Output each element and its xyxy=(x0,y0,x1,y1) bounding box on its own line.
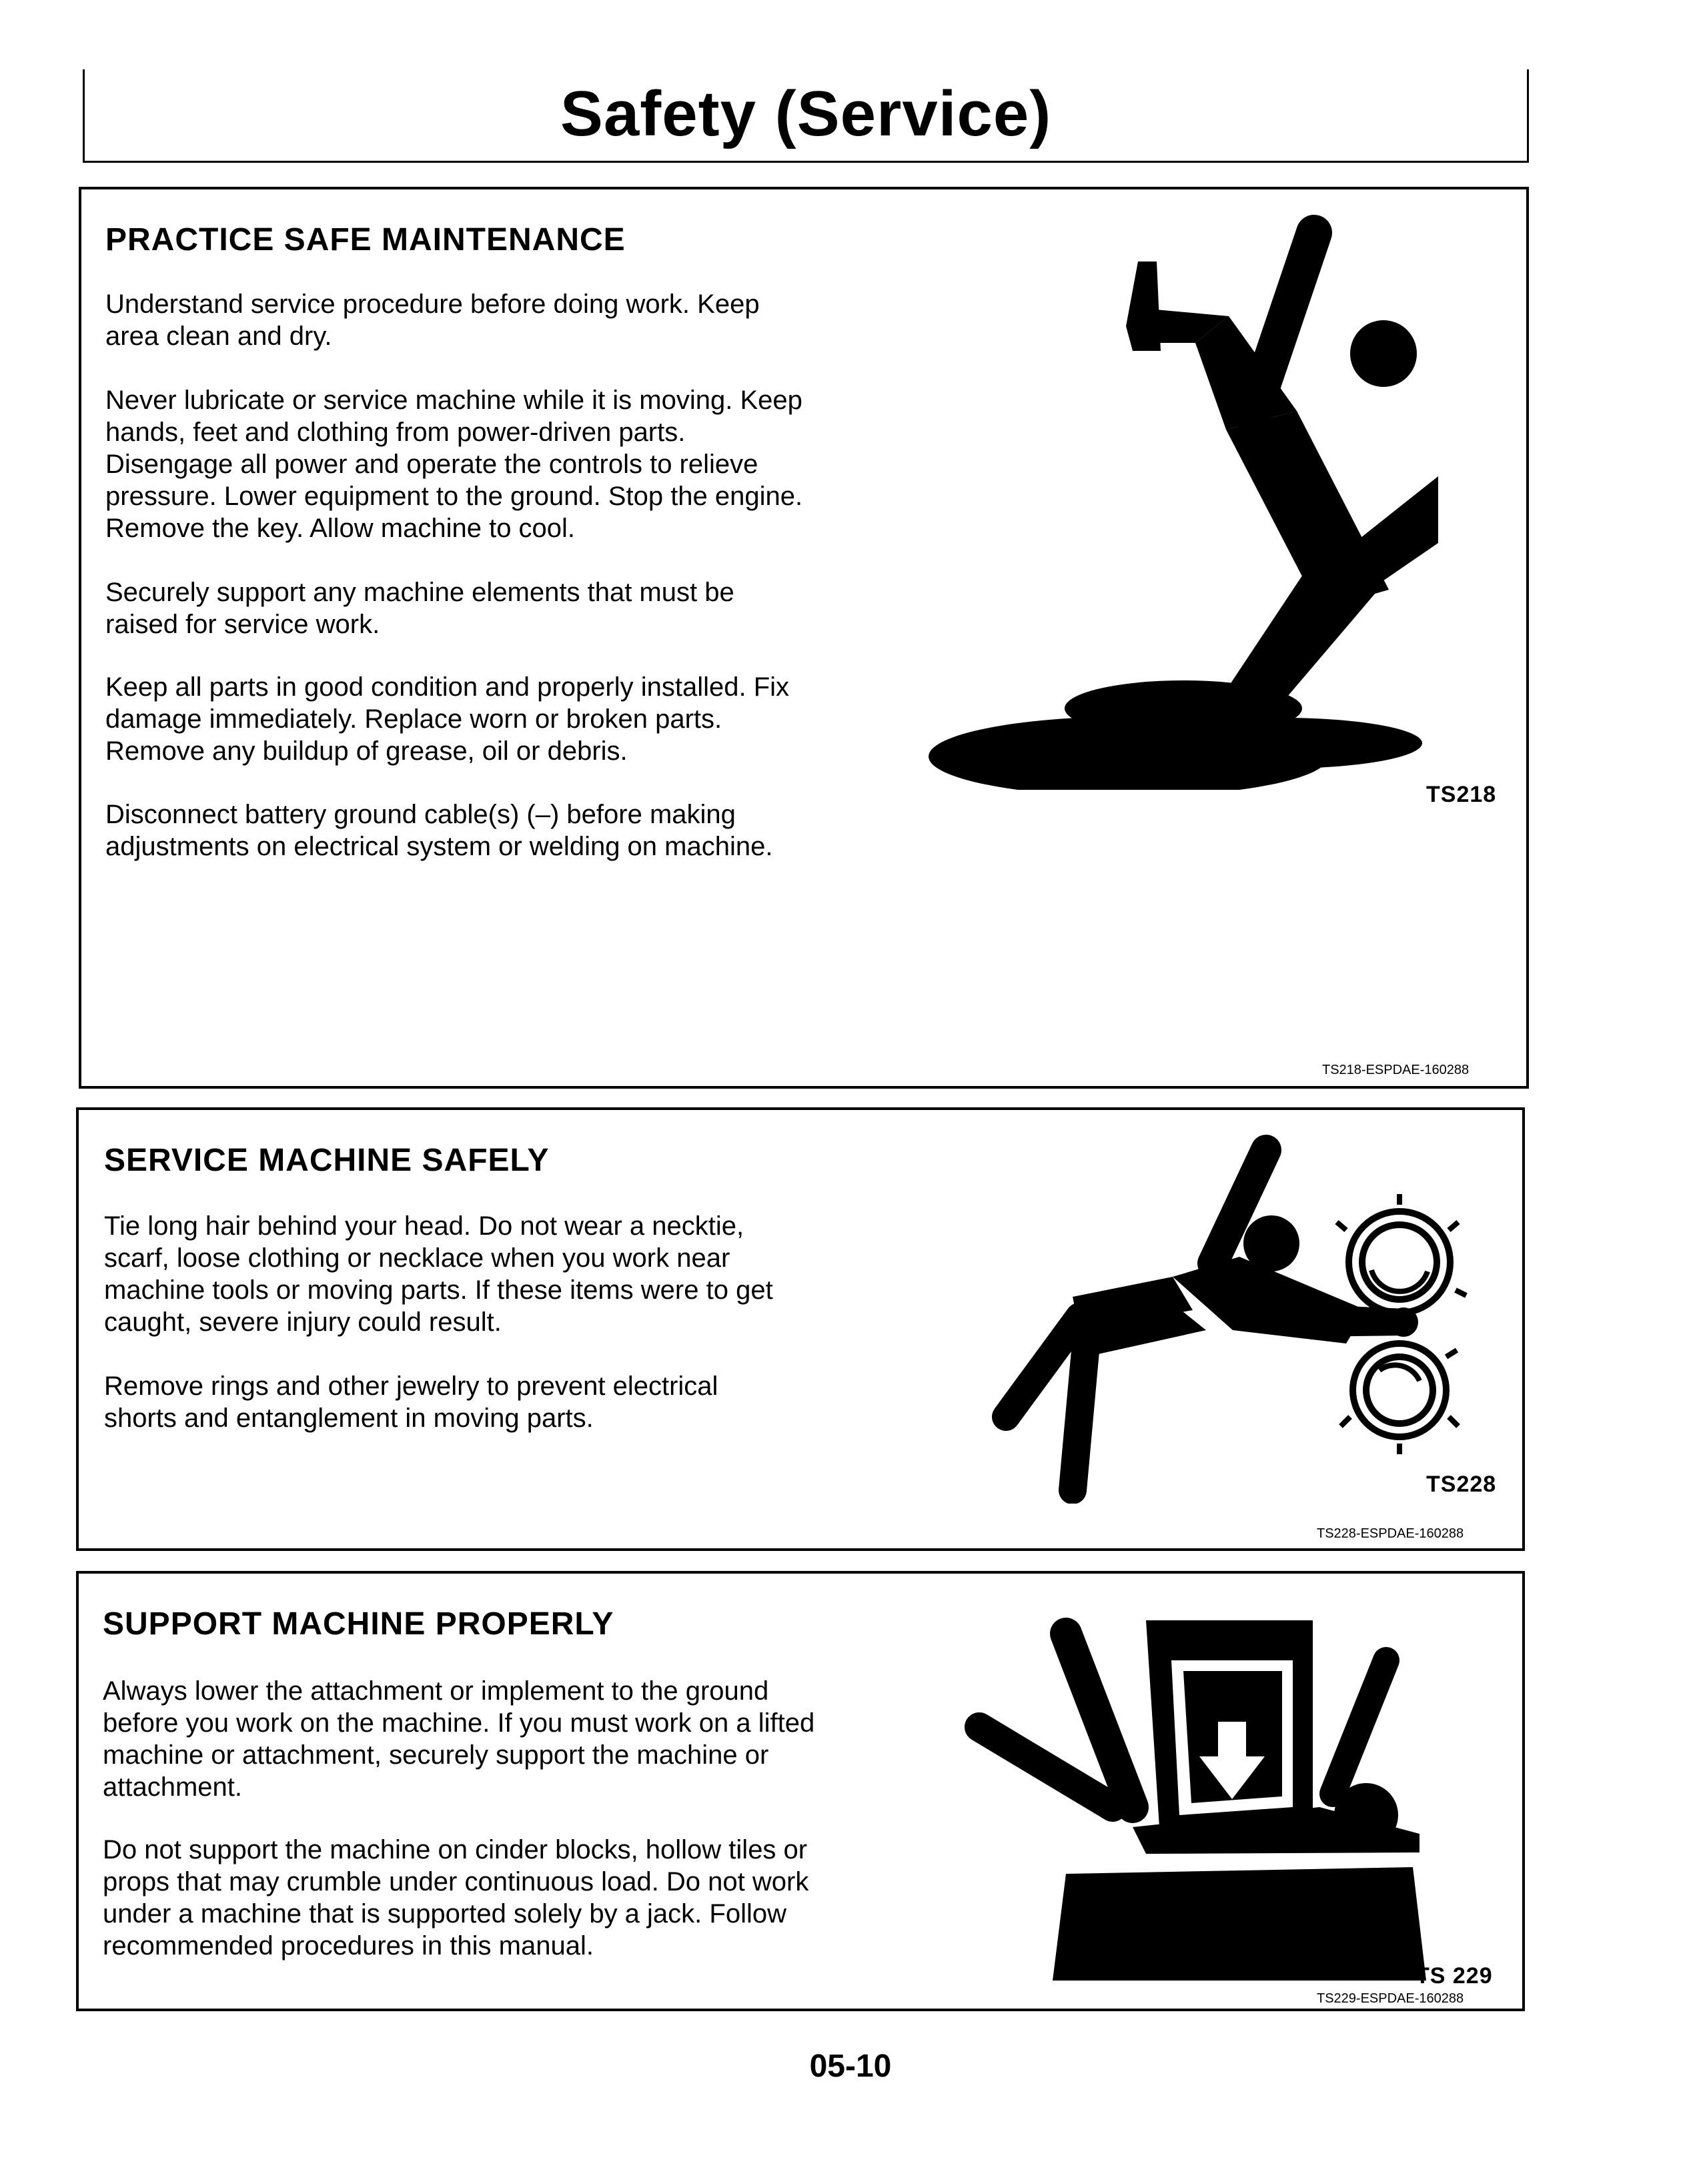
figure-code: TS218 xyxy=(1426,782,1497,807)
paragraph: Securely support any machine elements that must be raised for service work. xyxy=(105,578,734,639)
entanglement-icon xyxy=(953,1130,1486,1504)
section-practice-safe-maintenance xyxy=(79,187,1529,1089)
paragraph: Always lower the attachment or implement to the ground before you work on the machine. If you must work on a lifted machine or attachment, securely support the machine or attachment. xyxy=(103,1676,815,1802)
document-code: TS218-ESPDAE-160288 xyxy=(1322,1063,1470,1077)
figure-code: TS 229 xyxy=(1415,1963,1493,1989)
paragraph: Keep all parts in good condition and properly installed. Fix damage immediately. Replace worn or broken parts. Remove any buildup of grease, oil or debris. xyxy=(105,672,790,766)
document-code: TS228-ESPDAE-160288 xyxy=(1317,1526,1464,1541)
paragraph: Do not support the machine on cinder blocks, hollow tiles or props that may crumble under continuous load. Do not work under a machine that is supported solely by a jack. Follow recommended procedures in this manual. xyxy=(103,1835,809,1961)
section-heading: PRACTICE SAFE MAINTENANCE xyxy=(105,222,626,257)
paragraph: Remove rings and other jewelry to prevent electrical shorts and entanglement in moving parts. xyxy=(104,1372,718,1433)
title-frame xyxy=(83,69,1529,163)
paragraph: Never lubricate or service machine while it is moving. Keep hands, feet and clothing from power-driven parts. Disengage all power and operate the controls to relieve pressure. Lower equipment to the ground. Stop the engine. Remove the key. Allow machine to cool. xyxy=(105,386,803,543)
slip-fall-icon xyxy=(909,203,1442,790)
section-heading: SUPPORT MACHINE PROPERLY xyxy=(103,1606,614,1642)
crush-hazard-icon xyxy=(959,1607,1493,1981)
page-title: Safety (Service) xyxy=(560,78,1052,149)
paragraph: Disconnect battery ground cable(s) (–) before making adjustments on electrical system or welding on machine. xyxy=(105,800,773,861)
section-heading: SERVICE MACHINE SAFELY xyxy=(104,1143,550,1178)
section-support-machine-properly xyxy=(76,1571,1525,2011)
document-code: TS229-ESPDAE-160288 xyxy=(1317,1991,1464,2006)
figure-code: TS228 xyxy=(1426,1472,1497,1497)
paragraph: Tie long hair behind your head. Do not wear a necktie, scarf, loose clothing or necklace when you work near machine tools or moving parts. If these items were to get caught, severe injury could result. xyxy=(104,1211,773,1337)
section-service-machine-safely xyxy=(76,1107,1525,1551)
page-number: 05-10 xyxy=(809,2049,892,2084)
paragraph: Understand service procedure before doing work. Keep area clean and dry. xyxy=(105,290,760,351)
